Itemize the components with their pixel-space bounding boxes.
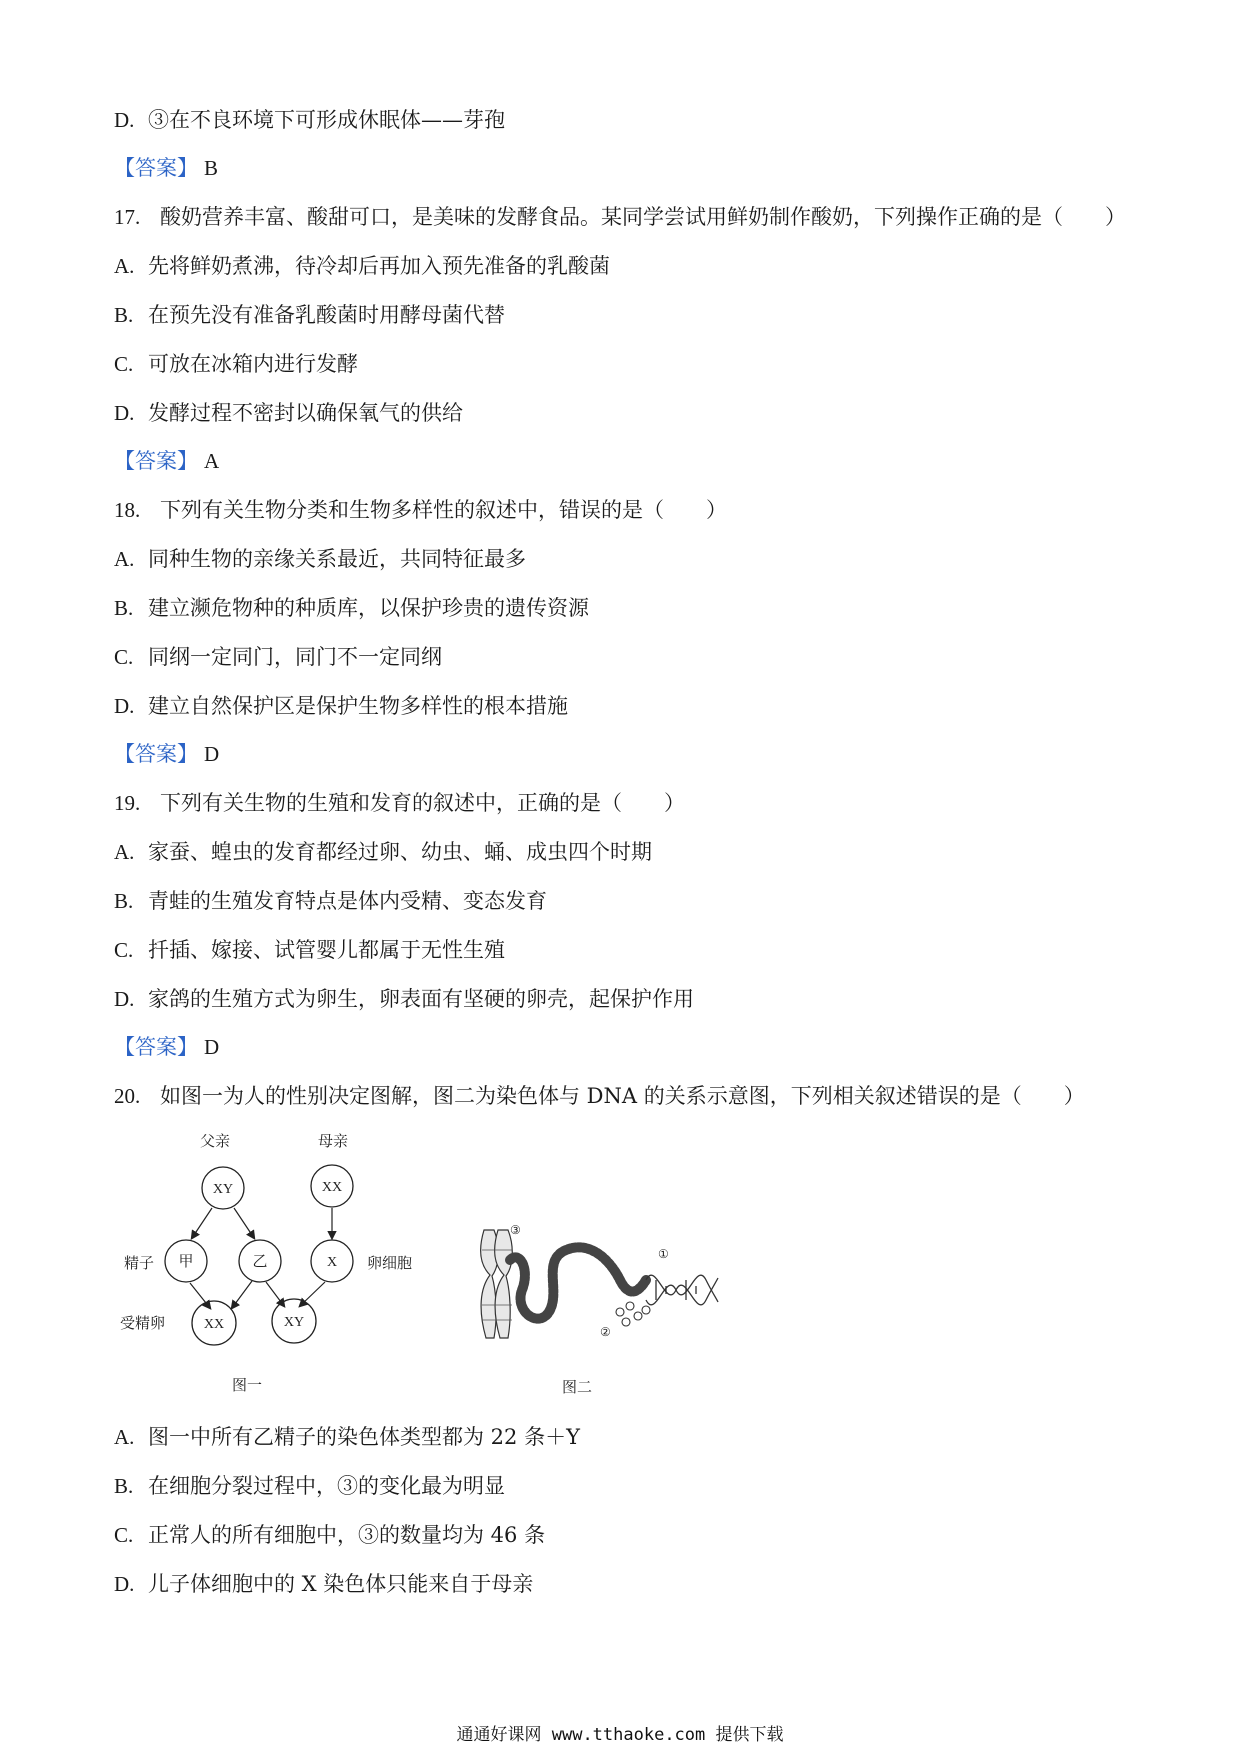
q18-option-a bbox=[114, 545, 526, 573]
option-label: A. bbox=[114, 254, 135, 278]
arrow bbox=[232, 1281, 252, 1308]
answer-value: D bbox=[204, 742, 220, 766]
q17-answer bbox=[114, 447, 219, 475]
sperm-label: 精子 bbox=[124, 1256, 155, 1272]
option-text: 家鸽的生殖方式为卵生，卵表面有坚硬的卵壳，起保护作用 bbox=[148, 987, 694, 1011]
option-text: 家蚕、蝗虫的发育都经过卵、幼虫、蛹、成虫四个时期 bbox=[148, 840, 652, 864]
q17-option-b bbox=[114, 301, 505, 329]
answer-bracket: 【答案】 bbox=[114, 742, 198, 766]
option-text: 同种生物的亲缘关系最近，共同特征最多 bbox=[148, 547, 526, 571]
footer-text: 通通好课网 www.tthaoke.com 提供下载 bbox=[456, 1725, 784, 1745]
arrow bbox=[192, 1208, 212, 1238]
question-number: 20. bbox=[114, 1084, 141, 1108]
answer-value: B bbox=[204, 156, 219, 180]
option-label: D. bbox=[114, 987, 135, 1011]
option-text: 先将鲜奶煮沸，待冷却后再加入预先准备的乳酸菌 bbox=[148, 254, 610, 278]
label-1: ① bbox=[658, 1247, 669, 1261]
egg-label: 卵细胞 bbox=[367, 1256, 413, 1272]
arrow bbox=[190, 1283, 210, 1308]
q20-stem bbox=[114, 1082, 1085, 1110]
option-text: 在细胞分裂过程中，③的变化最为明显 bbox=[148, 1474, 505, 1498]
figure-2-caption: 图二 bbox=[562, 1380, 593, 1396]
dna-helix bbox=[646, 1275, 718, 1305]
q20-option-b bbox=[114, 1472, 505, 1500]
sperm-a-label: 甲 bbox=[178, 1254, 194, 1270]
option-label: C. bbox=[114, 352, 134, 376]
question-number: 19. bbox=[114, 791, 141, 815]
coiled-fiber bbox=[510, 1247, 646, 1318]
option-text: 在预先没有准备乳酸菌时用酵母菌代替 bbox=[148, 303, 505, 327]
option-label: B. bbox=[114, 596, 134, 620]
mother-label: 母亲 bbox=[318, 1134, 349, 1150]
zygote-label: 受精卵 bbox=[120, 1316, 166, 1332]
q19-option-d bbox=[114, 985, 694, 1013]
option-label: D. bbox=[114, 401, 135, 425]
question-text: 下列有关生物的生殖和发育的叙述中，正确的是（ ） bbox=[160, 791, 685, 815]
question-text: 如图一为人的性别决定图解，图二为染色体与 DNA 的关系示意图，下列相关叙述错误的是（ ） bbox=[160, 1084, 1085, 1108]
option-text: 同纲一定同门，同门不一定同纲 bbox=[148, 645, 442, 669]
q19-option-c bbox=[114, 936, 505, 964]
option-text: 正常人的所有细胞中，③的数量均为 46 条 bbox=[148, 1523, 546, 1547]
question-number: 17. bbox=[114, 205, 141, 229]
q19-stem bbox=[114, 789, 685, 817]
q18-stem bbox=[114, 496, 727, 524]
egg-cell-label: X bbox=[326, 1255, 338, 1270]
option-label: A. bbox=[114, 840, 135, 864]
q17-option-a bbox=[114, 252, 610, 280]
father-cell-label: XY bbox=[212, 1182, 234, 1197]
answer-value: A bbox=[204, 449, 220, 473]
label-3: ③ bbox=[510, 1223, 521, 1237]
mother-cell-label: XX bbox=[321, 1180, 343, 1195]
option-label: A. bbox=[114, 1425, 135, 1449]
option-text: 发酵过程不密封以确保氧气的供给 bbox=[148, 401, 463, 425]
q17-option-d bbox=[114, 399, 463, 427]
q20-option-d bbox=[114, 1570, 533, 1598]
answer-bracket: 【答案】 bbox=[114, 156, 198, 180]
option-label: A. bbox=[114, 547, 135, 571]
q19-option-b bbox=[114, 887, 547, 915]
q16-option-d bbox=[114, 106, 505, 134]
option-text: 青蛙的生殖发育特点是体内受精、变态发育 bbox=[148, 889, 547, 913]
option-label: C. bbox=[114, 938, 134, 962]
figure-1-caption: 图一 bbox=[232, 1378, 263, 1394]
option-label: C. bbox=[114, 645, 134, 669]
q16-answer bbox=[114, 154, 218, 182]
answer-value: D bbox=[204, 1035, 220, 1059]
option-text: 建立自然保护区是保护生物多样性的根本措施 bbox=[148, 694, 568, 718]
arrow bbox=[300, 1282, 325, 1306]
protein-beads bbox=[616, 1302, 650, 1326]
option-label: B. bbox=[114, 889, 134, 913]
option-text: 图一中所有乙精子的染色体类型都为 22 条＋Y bbox=[148, 1425, 580, 1449]
option-label: D. bbox=[114, 694, 135, 718]
q18-option-b bbox=[114, 594, 589, 622]
figure-2-chromosome-dna bbox=[470, 1220, 720, 1400]
q20-option-c bbox=[114, 1521, 545, 1549]
option-text: 建立濒危物种的种质库，以保护珍贵的遗传资源 bbox=[148, 596, 589, 620]
father-label: 父亲 bbox=[200, 1134, 231, 1150]
label-2: ② bbox=[600, 1325, 611, 1339]
option-label: D. bbox=[114, 108, 135, 132]
question-number: 18. bbox=[114, 498, 141, 522]
option-text: 可放在冰箱内进行发酵 bbox=[148, 352, 358, 376]
q17-option-c bbox=[114, 350, 358, 378]
option-text: 扦插、嫁接、试管婴儿都属于无性生殖 bbox=[148, 938, 505, 962]
q19-answer bbox=[114, 1033, 219, 1061]
option-label: D. bbox=[114, 1572, 135, 1596]
option-label: B. bbox=[114, 303, 134, 327]
answer-bracket: 【答案】 bbox=[114, 1035, 198, 1059]
sperm-b-label: 乙 bbox=[252, 1254, 268, 1270]
q18-option-d bbox=[114, 692, 568, 720]
zygote-a-label: XX bbox=[203, 1317, 225, 1332]
question-text: 下列有关生物分类和生物多样性的叙述中，错误的是（ ） bbox=[160, 498, 727, 522]
q18-option-c bbox=[114, 643, 442, 671]
question-text: 酸奶营养丰富、酸甜可口，是美味的发酵食品。某同学尝试用鲜奶制作酸奶，下列操作正确的是（ ） bbox=[160, 205, 1126, 229]
answer-bracket: 【答案】 bbox=[114, 449, 198, 473]
chromosome-shape bbox=[481, 1230, 513, 1338]
q20-option-a bbox=[114, 1423, 580, 1451]
arrow bbox=[234, 1208, 254, 1238]
option-label: B. bbox=[114, 1474, 134, 1498]
option-text: 儿子体细胞中的 X 染色体只能来自于母亲 bbox=[148, 1572, 534, 1596]
option-text: ③在不良环境下可形成休眠体——芽孢 bbox=[148, 108, 505, 132]
q19-option-a bbox=[114, 838, 652, 866]
q18-answer bbox=[114, 740, 219, 768]
figure-1-sex-determination bbox=[120, 1128, 440, 1398]
option-label: C. bbox=[114, 1523, 134, 1547]
q17-stem bbox=[114, 203, 1126, 231]
zygote-b-label: XY bbox=[283, 1315, 305, 1330]
